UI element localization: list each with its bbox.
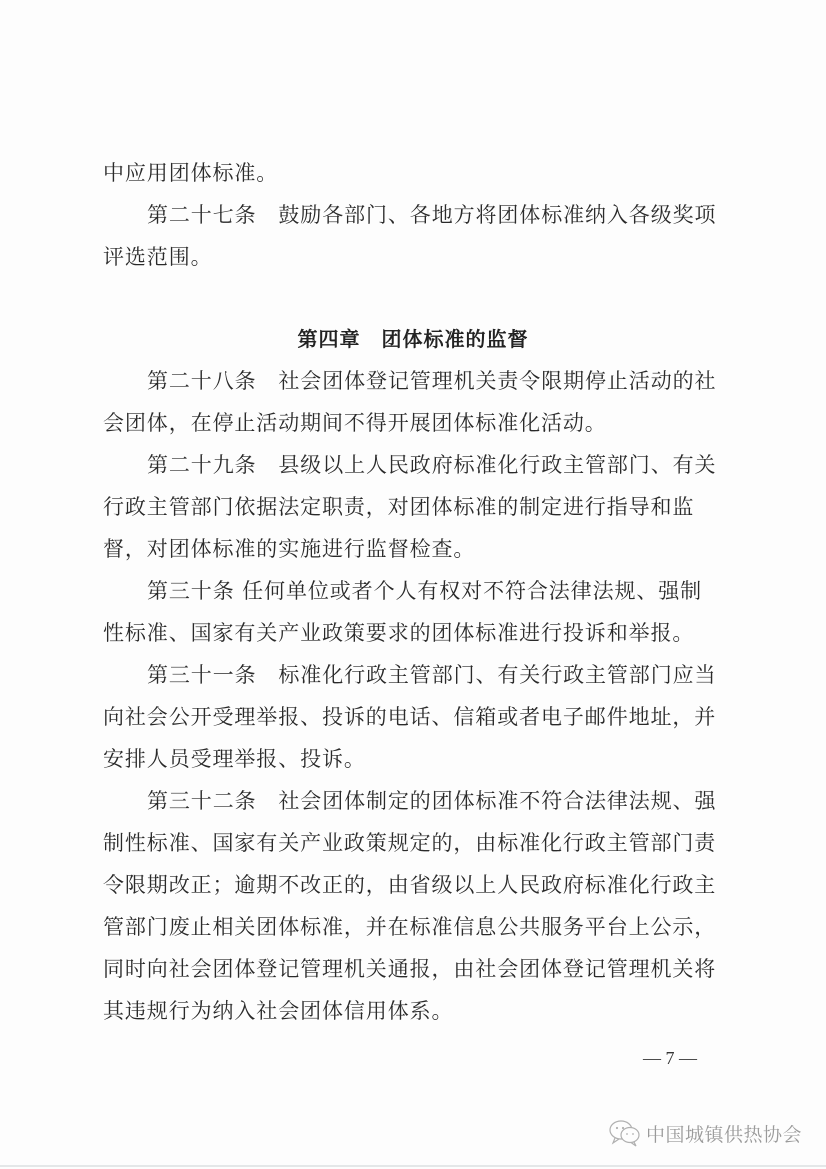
text-line: 评选范围。 <box>103 245 213 269</box>
text-line: 令限期改正；逾期不改正的，由省级以上人民政府标准化行政主 <box>103 873 717 897</box>
article-lines <box>103 360 723 1032</box>
text-line: 安排人员受理举报、投诉。 <box>103 747 366 771</box>
article-first-line: 第三十二条 社会团体制定的团体标准不符合法律法规、强 <box>147 789 717 813</box>
text-line: 会团体，在停止活动期间不得开展团体标准化活动。 <box>103 411 607 435</box>
chapter-heading: 第四章 团体标准的监督 <box>297 327 529 351</box>
text-line: 管部门废止相关团体标准，并在标准信息公共服务平台上公示， <box>103 915 717 939</box>
bottom-divider <box>0 1165 826 1167</box>
article-first-line: 第三十一条 标准化行政主管部门、有关行政主管部门应当 <box>147 663 717 687</box>
text-line: 行政主管部门依据法定职责，对团体标准的制定进行指导和监 <box>103 495 695 519</box>
text-line: 向社会公开受理举报、投诉的电话、信箱或者电子邮件地址，并 <box>103 705 717 729</box>
page-number: — 7 — <box>643 1048 697 1068</box>
document-body <box>103 152 723 1032</box>
text-line: 督，对团体标准的实施进行监督检查。 <box>103 537 476 561</box>
text-line: 中应用团体标准。 <box>103 161 279 185</box>
article-first-line: 第三十条 任何单位或者个人有权对不符合法律法规、强制 <box>147 579 703 603</box>
article-first-line: 第二十九条 县级以上人民政府标准化行政主管部门、有关 <box>147 453 717 477</box>
text-line: 其违规行为纳入社会团体信用体系。 <box>103 999 454 1023</box>
article-first-line: 第二十八条 社会团体登记管理机关责令限期停止活动的社 <box>147 369 717 393</box>
watermark <box>608 1116 802 1150</box>
wechat-icon <box>608 1118 642 1148</box>
text-line: 性标准、国家有关产业政策要求的团体标准进行投诉和举报。 <box>103 621 695 645</box>
text-line: 制性标准、国家有关产业政策规定的，由标准化行政主管部门责 <box>103 831 717 855</box>
text-line: 同时向社会团体登记管理机关通报，由社会团体登记管理机关将 <box>103 957 717 981</box>
article-27: 第二十七条 鼓励各部门、各地方将团体标准纳入各级奖项 <box>147 203 717 227</box>
spacer <box>103 278 723 318</box>
watermark-text: 中国城镇供热协会 <box>646 1123 803 1146</box>
